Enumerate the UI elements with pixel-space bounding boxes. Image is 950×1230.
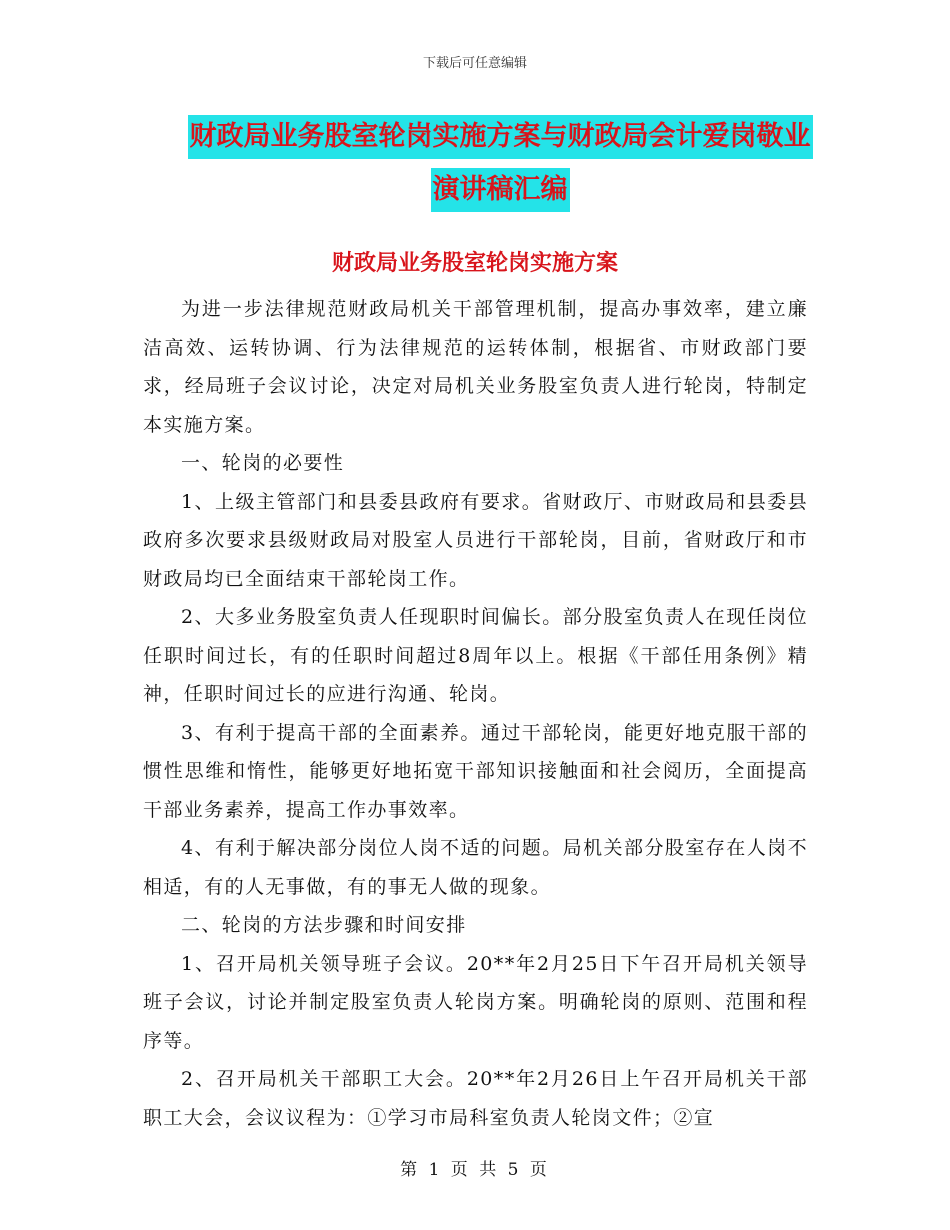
paragraph: 1、上级主管部门和县委县政府有要求。省财政厅、市财政局和县委县政府多次要求县级财政局对股室人员进行干部轮岗，目前，省财政厅和市财政局均已全面结束干部轮岗工作。 [143, 490, 808, 590]
paragraph: 2、召开局机关干部职工大会。20**年2月26日上午召开局机关干部职工大会，会议议程为：①学习市局科室负责人轮岗文件；②宣 [143, 1068, 808, 1129]
header-note: 下载后可任意编辑 [422, 56, 527, 71]
heading-necessity: 一、轮岗的必要性 [181, 452, 345, 474]
page-footer: 第 1 页 共 5 页 [400, 1160, 550, 1180]
paragraph: 2、大多业务股室负责人任现职时间偏长。部分股室负责人在现任岗位任职时间过长，有的任职时间超过8周年以上。根据《干部任用条例》精神，任职时间过长的应进行沟通、轮岗。 [143, 606, 808, 705]
heading-methods: 二、轮岗的方法步骤和时间安排 [181, 914, 467, 936]
document-title [170, 110, 830, 216]
paragraph: 3、有利于提高干部的全面素养。通过干部轮岗，能更好地克服干部的惯性思维和惰性，能够更好地拓宽干部知识接触面和社会阅历，全面提高干部业务素养，提高工作办事效率。 [143, 721, 808, 821]
paragraph: 1、召开局机关领导班子会议。20**年2月25日下午召开局机关领导班子会议，讨论并制定股室负责人轮岗方案。明确轮岗的原则、范围和程序等。 [143, 952, 808, 1052]
section-title: 财政局业务股室轮岗实施方案 [331, 251, 618, 276]
paragraph: 4、有利于解决部分岗位人岗不适的问题。局机关部分股室存在人岗不相适，有的人无事做，有的事无人做的现象。 [143, 837, 808, 898]
title-line-2: 演讲稿汇编 [431, 168, 570, 212]
document-body [143, 290, 808, 1137]
title-line-1: 财政局业务股室轮岗实施方案与财政局会计爱岗敬业 [188, 115, 813, 159]
paragraph: 为进一步法律规范财政局机关干部管理机制，提高办事效率，建立廉洁高效、运转协调、行为法律规范的运转体制，根据省、市财政部门要求，经局班子会议讨论，决定对局机关业务股室负责人进行轮岗，特制定本实施方案。 [143, 298, 808, 436]
